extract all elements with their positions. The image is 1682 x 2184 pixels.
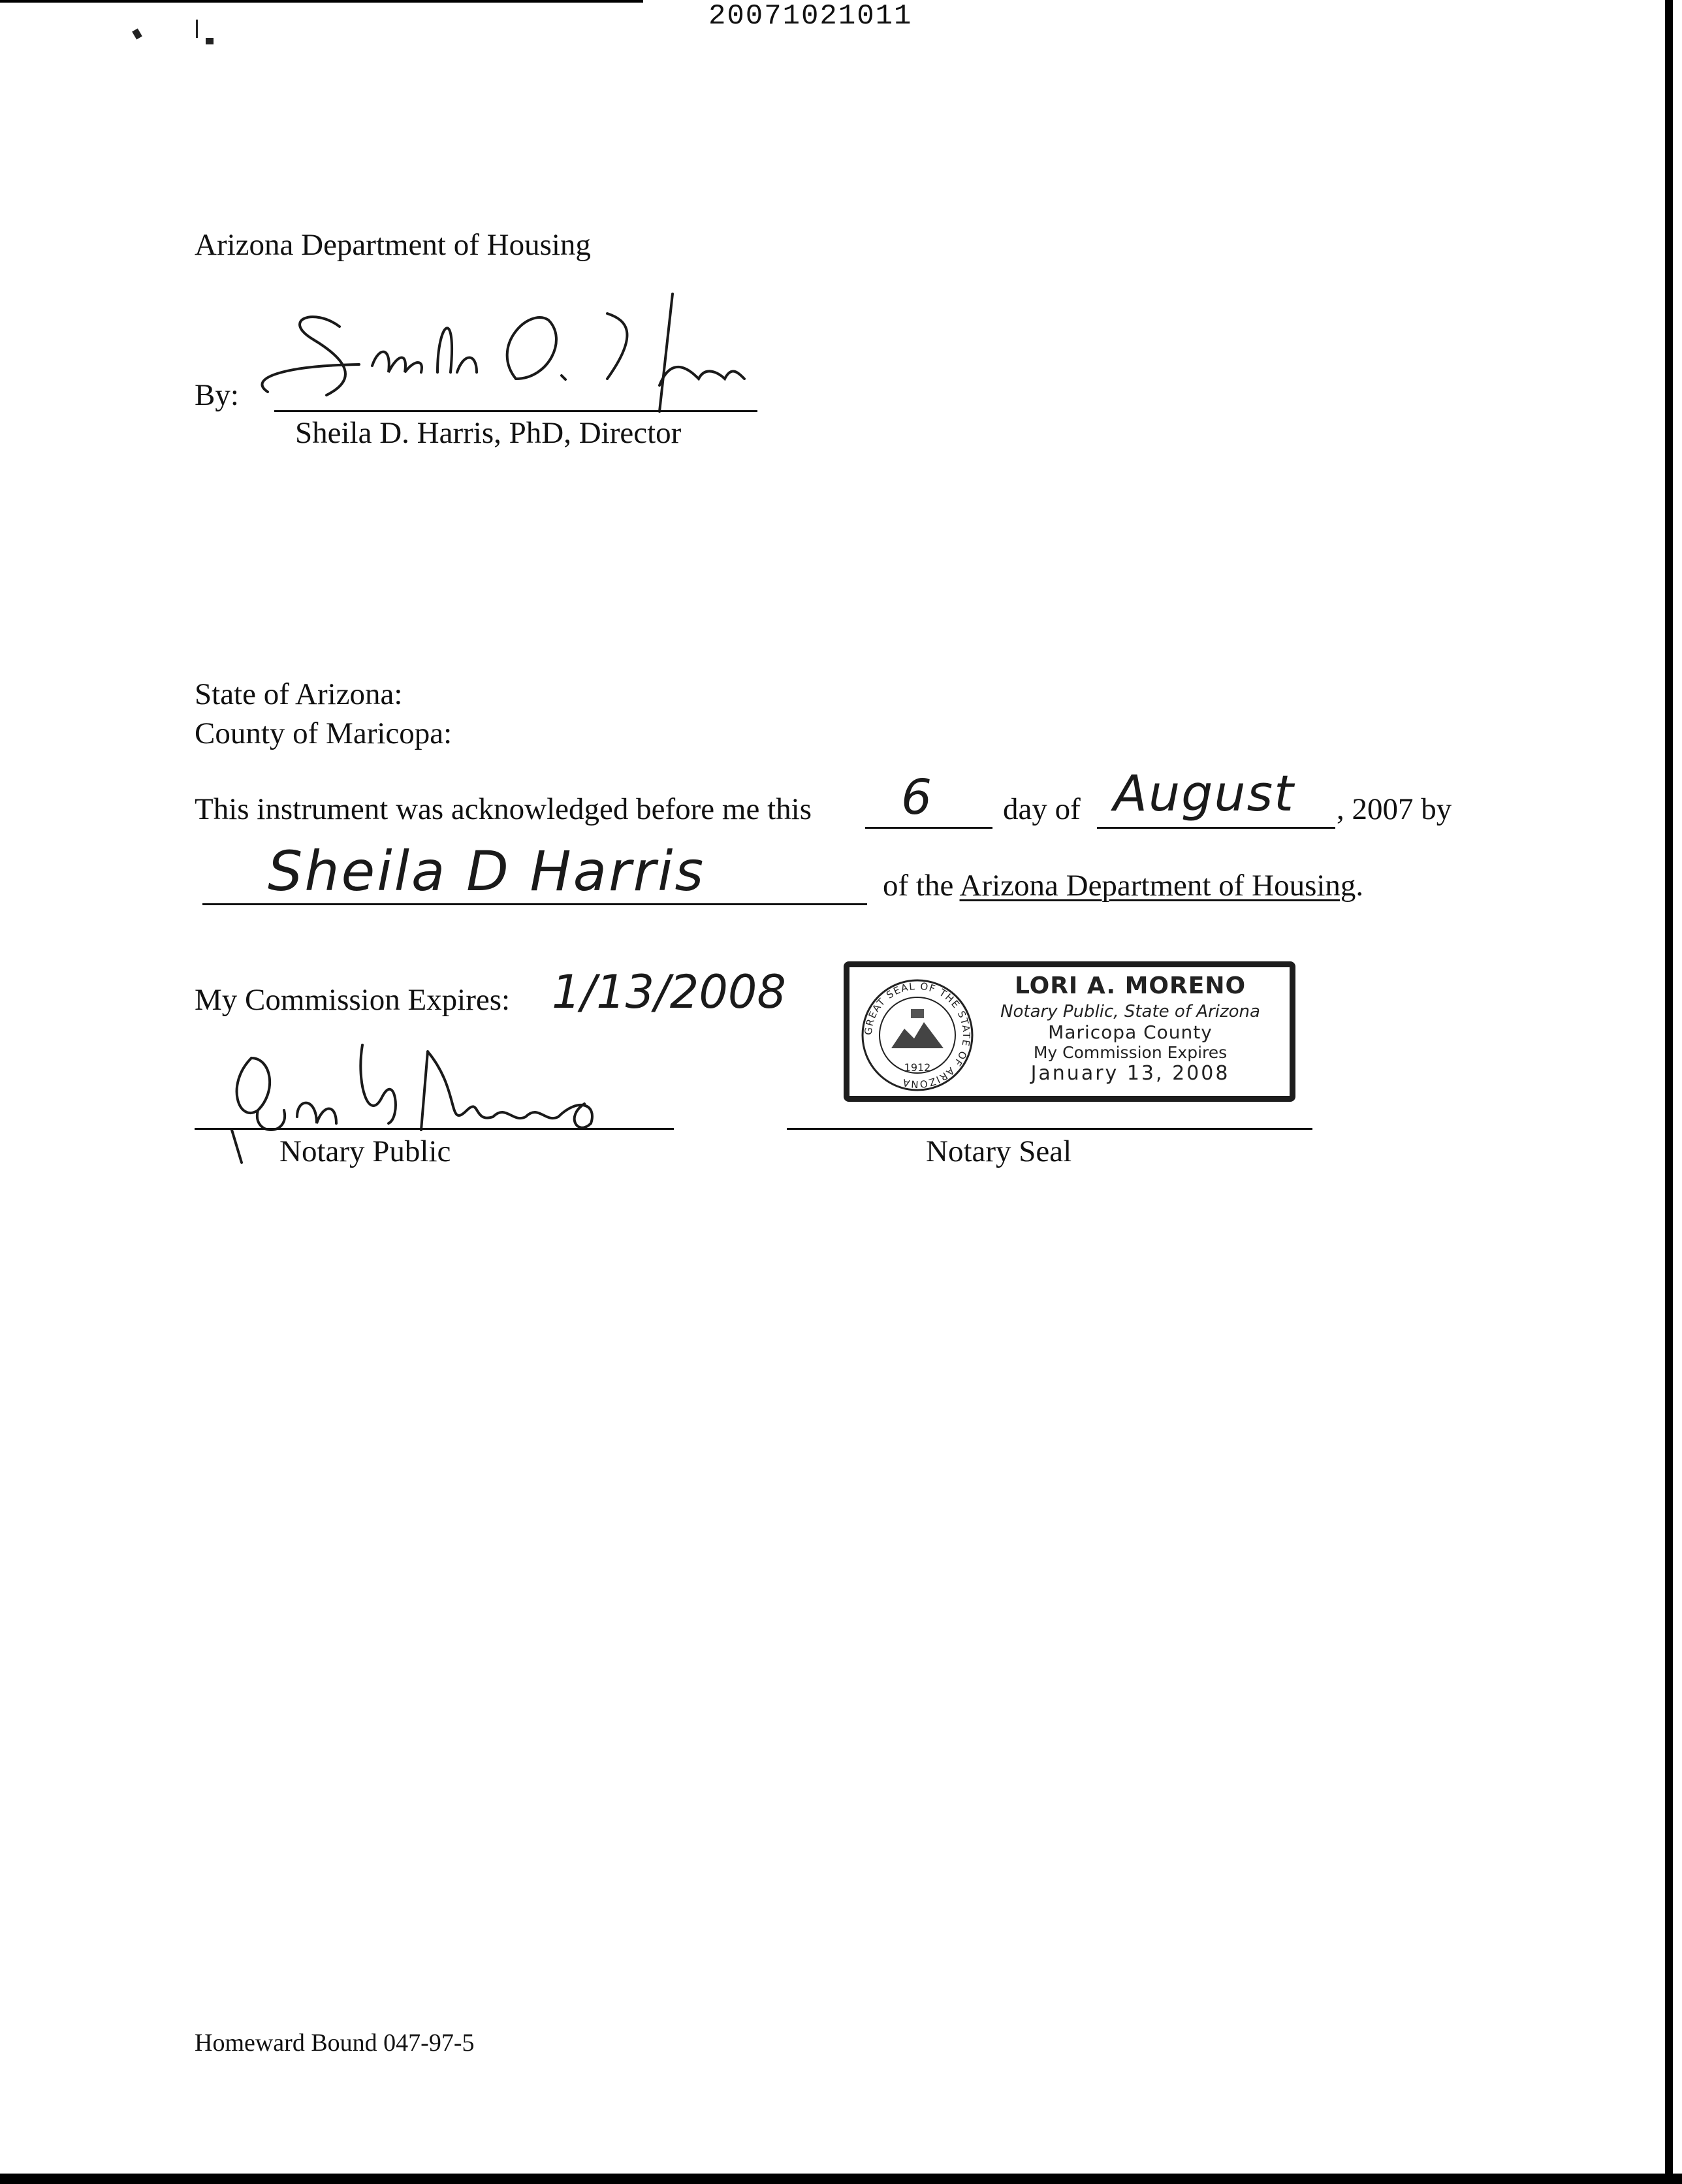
by-label: By: — [195, 378, 239, 412]
ack-of-the: of the — [883, 869, 954, 903]
director-signature-line — [274, 410, 757, 412]
stamp-expires-label: My Commission Expires — [1033, 1043, 1228, 1062]
ack-year-suffix: , 2007 by — [1337, 792, 1452, 826]
scan-speck — [196, 20, 198, 38]
notary-stamp — [844, 961, 1295, 1102]
stamp-expires-date: January 13, 2008 — [1030, 1062, 1230, 1085]
ack-prefix: This instrument was acknowledged before me this — [195, 792, 812, 826]
notary-public-label: Notary Public — [279, 1134, 451, 1168]
footer-reference: Homeward Bound 047-97-5 — [195, 2029, 475, 2057]
scan-top-edge — [0, 0, 643, 3]
handwritten-day: 6 — [901, 769, 932, 826]
state-line: State of Arizona: — [195, 677, 403, 711]
handwritten-month: August — [1113, 764, 1295, 822]
notary-seal-label: Notary Seal — [926, 1134, 1072, 1168]
ack-agency: Arizona Department of Housing — [959, 869, 1356, 903]
state-seal-icon — [859, 976, 976, 1094]
director-signature — [242, 281, 764, 425]
scan-right-edge — [1665, 0, 1673, 2175]
commission-label: My Commission Expires: — [195, 983, 511, 1017]
seal-year: 1912 — [904, 1061, 931, 1074]
seal-ring-text: GREAT SEAL OF THE STATE OF ARIZONA — [862, 980, 973, 1091]
handwritten-commission-date: 1/13/2008 — [552, 965, 786, 1019]
stamp-title: Notary Public, State of Arizona — [1000, 1002, 1260, 1021]
ack-day-label: day of — [1003, 792, 1081, 826]
scan-speck — [132, 28, 142, 39]
notary-signature-line — [195, 1128, 674, 1130]
ack-period: . — [1356, 869, 1364, 903]
stamp-name: LORI A. MORENO — [1014, 972, 1246, 999]
name-blank-line — [202, 903, 867, 905]
scan-bottom-edge — [0, 2174, 1682, 2184]
scan-speck — [206, 38, 214, 44]
county-line: County of Maricopa: — [195, 716, 452, 750]
handwritten-acknowledged-name: Sheila D Harris — [268, 839, 706, 903]
day-blank-line — [865, 827, 992, 829]
signatory-printed-name: Sheila D. Harris, PhD, Director — [295, 416, 682, 450]
recording-number: 20071021011 — [708, 0, 913, 33]
stamp-county: Maricopa County — [1048, 1021, 1213, 1043]
agency-header: Arizona Department of Housing — [195, 228, 591, 262]
month-blank-line — [1097, 827, 1335, 829]
notary-seal-line — [787, 1128, 1312, 1130]
